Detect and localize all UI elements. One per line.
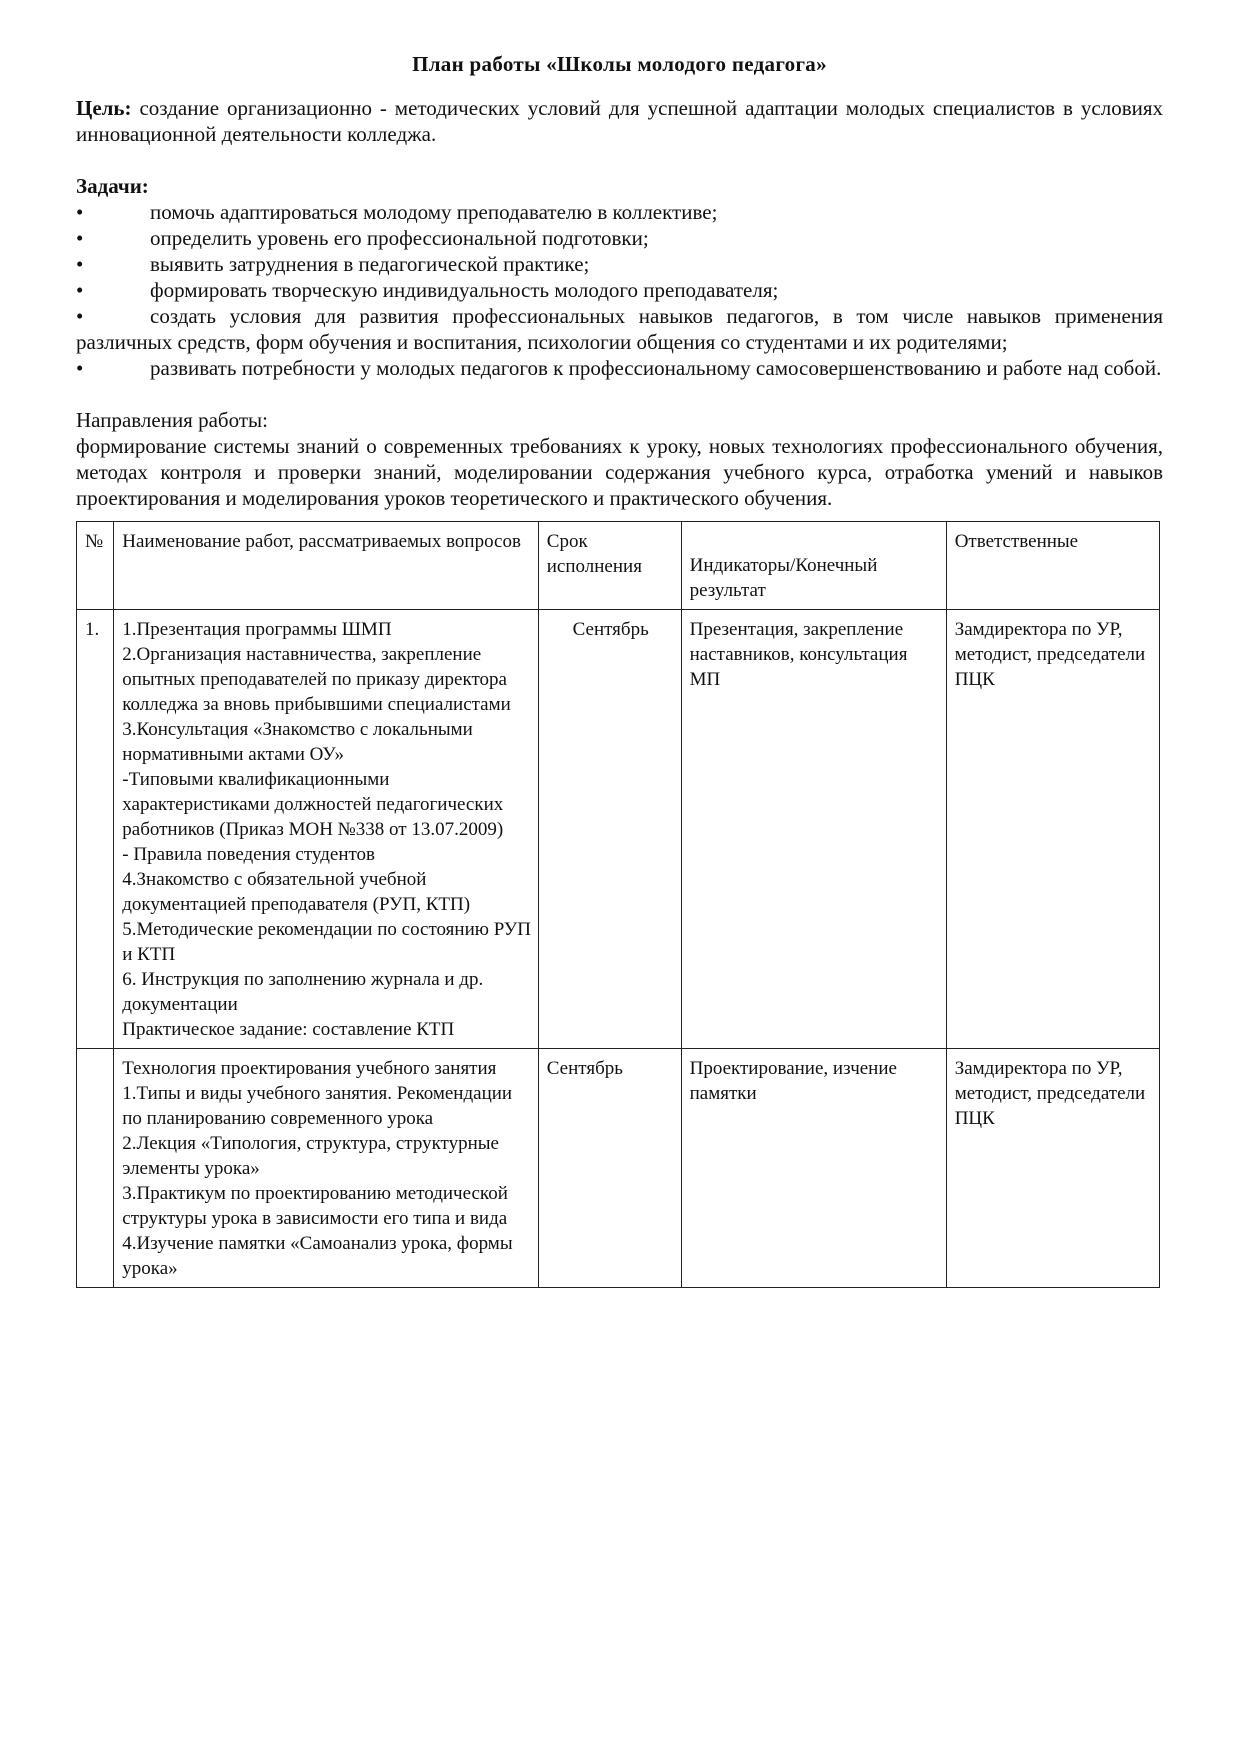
bullet-icon: • — [76, 304, 84, 328]
task-item: • формировать творческую индивидуальность молодого преподавателя; — [76, 278, 779, 302]
task-item: • развивать потребности у молодых педагогов к профессиональному самосовершенствованию и работе над собой. — [76, 356, 1162, 380]
bullet-icon: • — [76, 226, 84, 250]
tasks-list — [76, 199, 1163, 381]
table-header-row — [77, 522, 1160, 610]
goal-text: создание организационно - методических условий для успешной адаптации молодых специалистов в условиях инновационной деятельности колледжа. — [76, 96, 1164, 146]
task-item: • выявить затруднения в педагогической практике; — [76, 252, 590, 276]
cell-responsible: Замдиректора по УР, методист, председатели ПЦК — [946, 1049, 1159, 1288]
header-indicators: Индикаторы/Конечный результат — [681, 522, 946, 610]
header-name: Наименование работ, рассматриваемых вопросов — [114, 522, 539, 610]
header-no: № — [77, 522, 114, 610]
table-row — [77, 1049, 1160, 1288]
cell-term: Сентябрь — [538, 610, 681, 1049]
cell-term: Сентябрь — [538, 1049, 681, 1288]
bullet-icon: • — [76, 252, 84, 276]
table-row — [77, 610, 1160, 1049]
cell-name: Технология проектирования учебного занятия 1.Типы и виды учебного занятия. Рекомендации по планированию современного урока 2.Лекция «Типология, структура, структурные элементы урока» 3.Практикум по проектированию методической структуры урока в зависимости его типа и вида 4.Изучение памятки «Самоанализ урока, формы урока» — [114, 1049, 539, 1288]
bullet-icon: • — [76, 356, 84, 380]
cell-responsible: Замдиректора по УР, методист, председатели ПЦК — [946, 610, 1159, 1049]
plan-table — [76, 521, 1160, 1288]
bullet-icon: • — [76, 278, 84, 302]
directions-label: Направления работы: — [76, 408, 268, 432]
goal-label: Цель: — [76, 96, 132, 120]
cell-no: 1. — [77, 610, 114, 1049]
cell-indicators: Проектирование, изчение памятки — [681, 1049, 946, 1288]
task-item: • помочь адаптироваться молодому преподавателю в коллективе; — [76, 200, 718, 224]
header-term: Срок исполнения — [538, 522, 681, 610]
cell-indicators: Презентация, закрепление наставников, консультация МП — [681, 610, 946, 1049]
header-responsible: Ответственные — [946, 522, 1159, 610]
cell-name: 1.Презентация программы ШМП 2.Организация наставничества, закрепление опытных преподавателей по приказу директора колледжа за вновь прибывшими специалистами 3.Консультация «Знакомство с локальными нормативными актами ОУ» -Типовыми квалификационными характеристиками должностей педагогических работников (Приказ МОН №338 от 13.07.2009) - Правила поведения студентов 4.Знакомство с обязательной учебной документацией преподавателя (РУП, КТП) 5.Методические рекомендации по состоянию РУП и КТП 6. Инструкция по заполнению журнала и др. документации Практическое задание: составление КТП — [114, 610, 539, 1049]
page-title: План работы «Школы молодого педагога» — [412, 52, 827, 76]
goal-paragraph — [76, 95, 1163, 147]
directions-text: формирование системы знаний о современных требованиях к уроку, новых технологиях профессионального обучения, методах контроля и проверки знаний, моделировании содержания учебного курса, отработка умений и навыков проектирования и моделирования уроков теоретического и практического обучения. — [76, 434, 1163, 510]
bullet-icon: • — [76, 200, 84, 224]
task-item: • определить уровень его профессиональной подготовки; — [76, 226, 649, 250]
task-item: • создать условия для развития профессиональных навыков педагогов, в том числе навыков применения различных средств, форм обучения и воспитания, психологии общения со студентами и их родителями; — [76, 304, 1163, 354]
cell-no — [77, 1049, 114, 1288]
tasks-label: Задачи: — [76, 174, 149, 198]
